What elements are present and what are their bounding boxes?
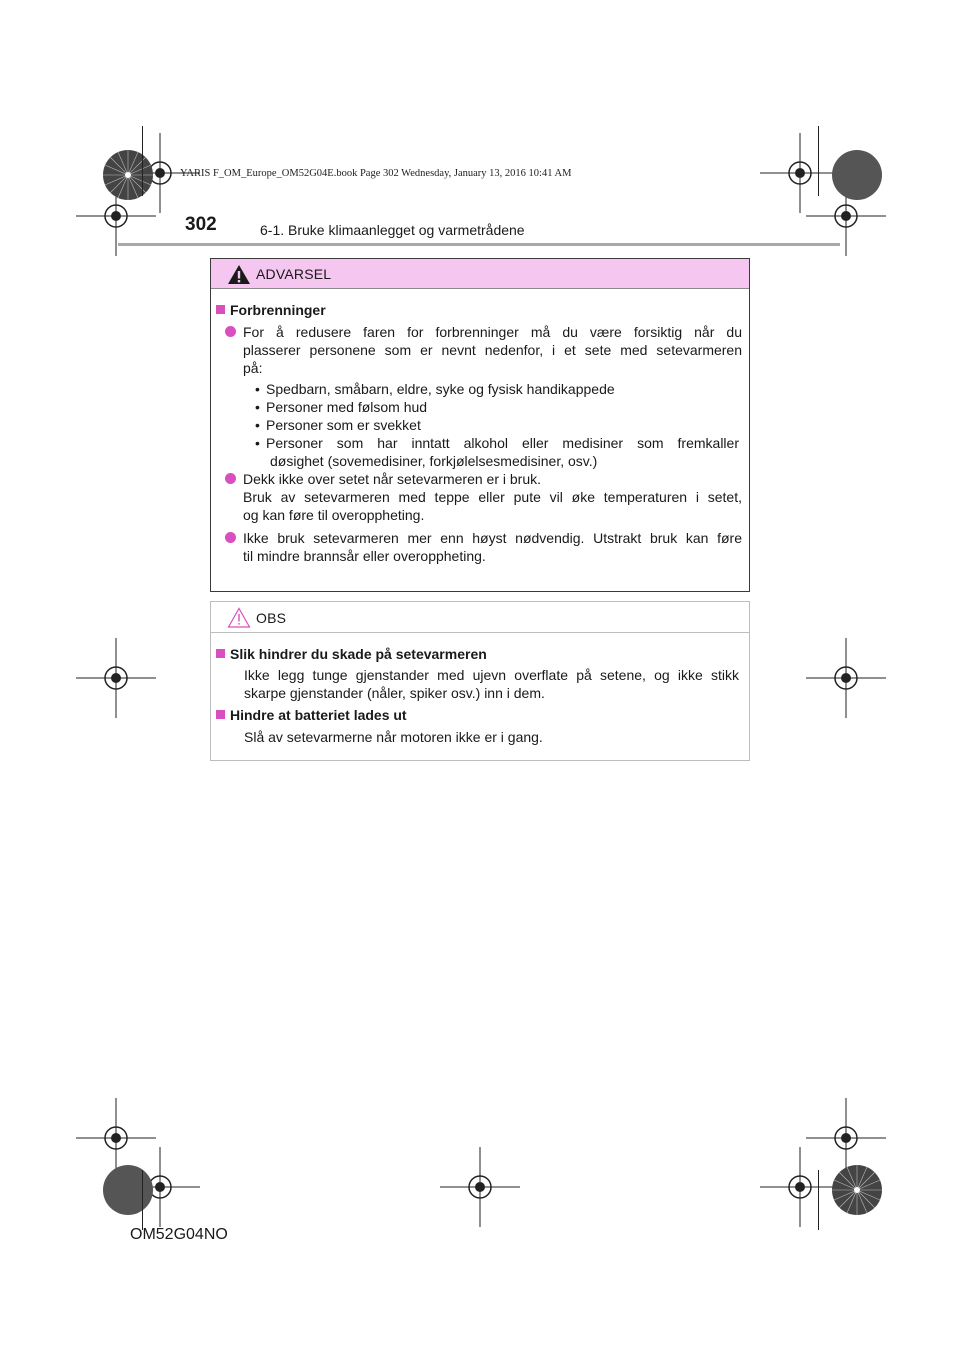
notice-paragraph: Ikke legg tunge gjenstander med ujevn overflate på setene, og ikke stikk skarpe gjenstander (nåler, spiker osv.) inn i dem. bbox=[244, 667, 739, 701]
registration-mark-icon bbox=[806, 638, 886, 718]
document-code: OM52G04NO bbox=[130, 1226, 228, 1243]
registration-mark-icon bbox=[76, 638, 156, 718]
warning-label: ADVARSEL bbox=[256, 266, 332, 282]
square-bullet-icon bbox=[216, 649, 225, 658]
warning-item: Ikke bruk setevarmeren mer enn høyst nødvendig. Utstrakt bruk kan føre til mindre brannsår eller overoppheting. bbox=[225, 529, 742, 565]
crop-line bbox=[818, 126, 819, 196]
corner-seal-icon bbox=[102, 149, 154, 201]
list-item: • Personer med følsom hud bbox=[255, 398, 739, 416]
round-bullet-icon bbox=[225, 473, 236, 484]
registration-mark-icon bbox=[760, 1147, 840, 1227]
square-bullet-icon bbox=[216, 710, 225, 719]
notice-paragraph: Slå av setevarmerne når motoren ikke er i gang. bbox=[244, 729, 543, 745]
header-rule bbox=[118, 243, 840, 246]
print-info-line: YARIS F_OM_Europe_OM52G04E.book Page 302 Wednesday, January 13, 2016 10:41 AM bbox=[180, 168, 572, 179]
corner-seal-icon bbox=[831, 149, 883, 201]
warning-box bbox=[210, 258, 750, 592]
crop-line bbox=[818, 1170, 819, 1230]
page-number: 302 bbox=[185, 214, 217, 235]
section-title: 6-1. Bruke klimaanlegget og varmetrådene bbox=[260, 222, 525, 238]
corner-seal-icon bbox=[102, 1164, 154, 1216]
warning-header bbox=[211, 259, 749, 289]
list-item: • Personer som har inntatt alkohol eller medisiner som fremkaller døsighet (sovemedisiner, forkjølelsesmedisiner, osv.) bbox=[255, 434, 739, 470]
warning-item: Dekk ikke over setet når setevarmeren er i bruk. Bruk av setevarmeren med teppe eller pute vil øke temperaturen i setet, og kan føre til overoppheting. bbox=[225, 470, 742, 524]
notice-heading: Hindre at batteriet lades ut bbox=[216, 706, 407, 724]
corner-seal-icon bbox=[831, 1164, 883, 1216]
warning-heading: Forbrenninger bbox=[216, 301, 326, 319]
crop-line bbox=[142, 126, 143, 196]
notice-header bbox=[211, 602, 749, 633]
warning-item: For å redusere faren for forbrenninger må du være forsiktig når du plasserer personene som er nevnt nedenfor, i et sete med setevarmeren på: bbox=[225, 323, 742, 377]
persons-list bbox=[255, 380, 739, 470]
crop-line bbox=[142, 1170, 143, 1230]
round-bullet-icon bbox=[225, 532, 236, 543]
registration-mark-icon bbox=[440, 1147, 520, 1227]
round-bullet-icon bbox=[225, 326, 236, 337]
notice-label: OBS bbox=[256, 610, 287, 626]
list-item: • Personer som er svekket bbox=[255, 416, 739, 434]
square-bullet-icon bbox=[216, 305, 225, 314]
notice-heading: Slik hindrer du skade på setevarmeren bbox=[216, 645, 487, 663]
notice-triangle-icon bbox=[227, 607, 251, 628]
warning-triangle-icon bbox=[227, 264, 251, 285]
list-item: • Spedbarn, småbarn, eldre, syke og fysisk handikappede bbox=[255, 380, 739, 398]
notice-box bbox=[210, 601, 750, 761]
